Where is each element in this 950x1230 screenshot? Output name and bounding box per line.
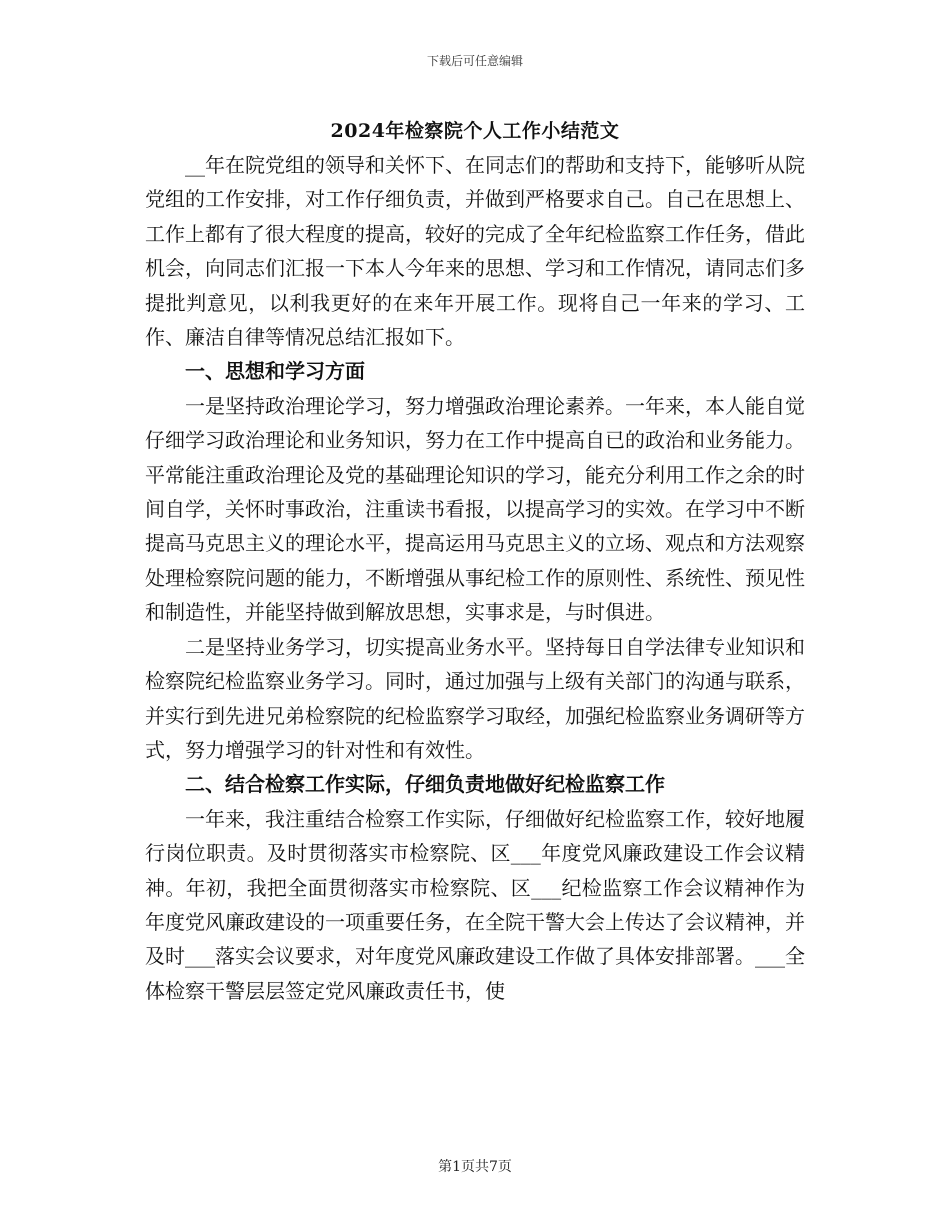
section-heading: 二、结合检察工作实际，仔细负责地做好纪检监察工作 [185,772,665,797]
header-note: 下载后可任意编辑 [426,54,523,68]
section-heading: 一、思想和学习方面 [185,359,365,384]
paragraph: 一是坚持政治理论学习，努力增强政治理论素养。一年来，本人能自觉仔细学习政治理论和业务知识，努力在工作中提高自已的政治和业务能力。平常能注重政治理论及党的基础理论知识的学习，能充分利用工作之余的时间自学，关怀时事政治，注重读书看报，以提高学习的实效。在学习中不断提高马克思主义的理论水平，提高运用马克思主义的立场、观点和方法观察处理检察院问题的能力，不断增强从事纪检工作的原则性、系统性、预见性和制造性，并能坚持做到解放思想，实事求是，与时俱进。 [145,393,805,625]
paragraph: 一年来，我注重结合检察工作实际，仔细做好纪检监察工作，较好地履行岗位职责。及时贯彻落实市检察院、区___年度党风廉政建设工作会议精神。年初，我把全面贯彻落实市检察院、区___纪检监察工作会议精神作为年度党风廉政建设的一项重要任务，在全院干警大会上传达了会议精神，并及时___落实会议要求，对年度党风廉政建设工作做了具体安排部署。___全体检察干警层层签定党风廉政责任书，使 [145,806,805,1003]
paragraph: __年在院党组的领导和关怀下、在同志们的帮助和支持下，能够听从院党组的工作安排，对工作仔细负责，并做到严格要求自己。自己在思想上、工作上都有了很大程度的提高，较好的完成了全年纪检监察工作任务，借此机会，向同志们汇报一下本人今年来的思想、学习和工作情况，请同志们多提批判意见，以利我更好的在来年开展工作。现将自己一年来的学习、工作、廉洁自律等情况总结汇报如下。 [145,153,805,350]
document-body [145,148,805,1008]
paragraph: 二是坚持业务学习，切实提高业务水平。坚持每日自学法律专业知识和检察院纪检监察业务学习。同时，通过加强与上级有关部门的沟通与联系，并实行到先进兄弟检察院的纪检监察学习取经，加强纪检监察业务调研等方式，努力增强学习的针对性和有效性。 [145,634,805,762]
document-title: 2024年检察院个人工作小结范文 [330,120,620,142]
page-footer: 第1页共7页 [438,1159,512,1175]
